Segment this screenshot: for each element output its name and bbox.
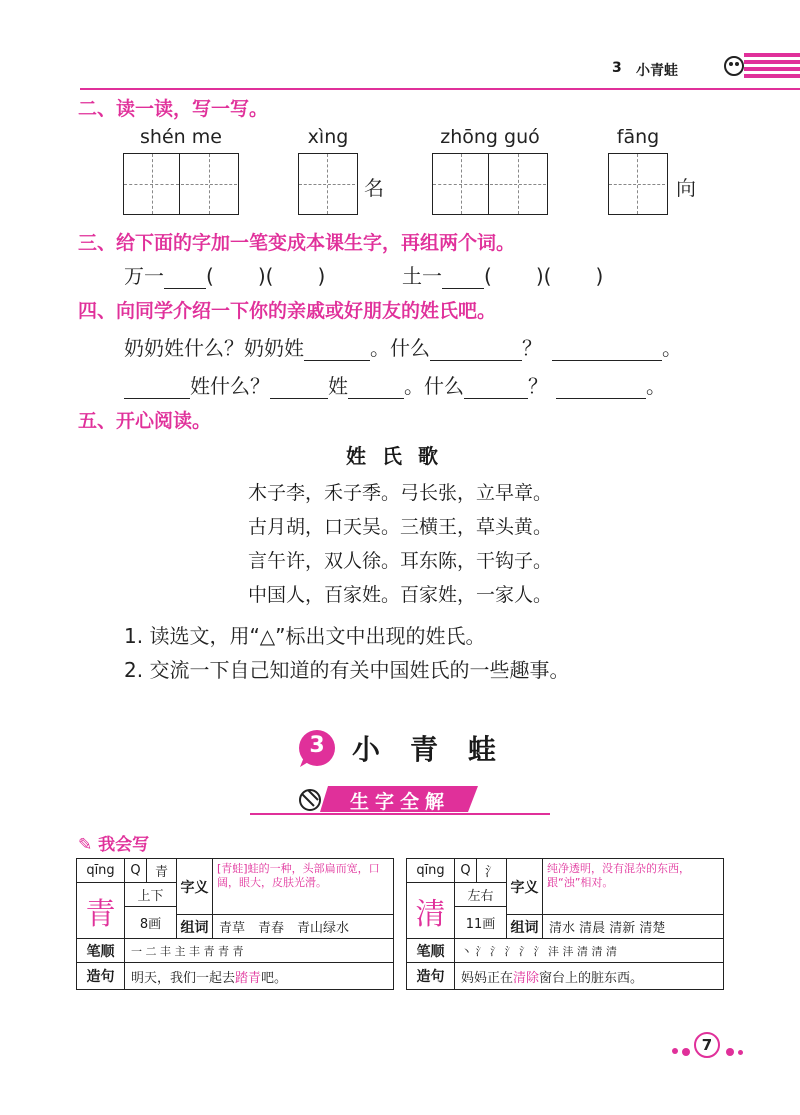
suffix-xiang: 向 <box>676 176 696 200</box>
wohuixie-heading: ✎ 我会写 <box>78 835 150 855</box>
writing-grid-shenme[interactable] <box>123 153 239 215</box>
paren: ( <box>265 264 274 288</box>
card-bishun: 丶 氵 氵 氵 氵 氵 沣 沣 清 清 清 <box>455 939 723 963</box>
card-char: 青 <box>77 883 125 939</box>
poem-line-1: 木子李，禾子季。弓长张，立早章。 <box>247 482 552 504</box>
text: 姓什么？ <box>190 374 270 398</box>
zaoju-text: 窗台上的脏东西。 <box>539 970 644 986</box>
card-zuci-label: 组词 <box>177 915 213 939</box>
section-2-heading: 二、读一读，写一写。 <box>78 98 269 120</box>
writing-grid-fang[interactable] <box>608 153 668 215</box>
banner-text: 生字全解 <box>350 791 451 813</box>
card-radical: 青 <box>147 859 177 883</box>
section-4-line-2 <box>124 370 666 399</box>
item-2-char: 土一 <box>402 264 442 288</box>
card-radical: 氵 <box>477 859 507 883</box>
text: 。什么 <box>404 374 464 398</box>
page-number: 7 <box>694 1032 720 1058</box>
card-ziyi-label: 字义 <box>507 859 543 915</box>
card-ziyi: 纯净透明，没有混杂的东西，跟“浊”相对。 <box>543 859 723 915</box>
zaoju-text: 吧。 <box>261 970 288 986</box>
paren: ) <box>595 264 604 288</box>
card-letter: Q <box>455 859 477 883</box>
lesson-title: 小青蛙 <box>352 733 527 766</box>
card-structure: 上下 <box>125 883 177 907</box>
char-card-qing-1 <box>76 858 394 990</box>
card-zaoju <box>125 963 393 989</box>
card-strokes: 11画 <box>455 907 507 939</box>
section-3-item-2 <box>402 260 603 289</box>
blank[interactable] <box>552 343 662 361</box>
pinyin-fang: fāng <box>616 126 660 148</box>
page-dot <box>726 1048 734 1056</box>
section-4-line-1 <box>124 332 682 361</box>
card-zaoju <box>455 963 723 989</box>
paren: ( <box>206 264 214 288</box>
card-ziyi-label: 字义 <box>177 859 213 915</box>
blank[interactable] <box>304 343 370 361</box>
card-bishun-label: 笔顺 <box>407 939 455 963</box>
card-letter: Q <box>125 859 147 883</box>
blank[interactable] <box>270 381 328 399</box>
wohuixie-label: 我会写 <box>98 835 150 855</box>
page-dot <box>682 1048 690 1056</box>
blank[interactable] <box>464 381 528 399</box>
pinyin-zhongguo: zhōng guó <box>440 126 540 148</box>
text: ？ <box>528 374 548 398</box>
section-3-heading: 三、给下面的字加一笔变成本课生字，再组两个词。 <box>78 232 516 254</box>
section-4-heading: 四、向同学介绍一下你的亲戚或好朋友的姓氏吧。 <box>78 300 497 322</box>
card-strokes: 8画 <box>125 907 177 939</box>
pinyin-xing: xìng <box>307 126 349 148</box>
card-pinyin: qīng <box>407 859 455 883</box>
header-lesson-title: 小青蛙 <box>636 63 678 79</box>
poem-line-2: 古月胡，口天吴。三横王，草头黄。 <box>247 516 552 538</box>
poem-title: 姓氏歌 <box>346 444 454 468</box>
question-2: 2. 交流一下自己知道的有关中国姓氏的一些趣事。 <box>124 658 570 682</box>
card-zaoju-label: 造句 <box>407 963 455 989</box>
card-zuci: 青草 青春 青山绿水 <box>213 915 393 939</box>
card-pinyin: qīng <box>77 859 125 883</box>
card-structure: 左右 <box>455 883 507 907</box>
card-zuci-label: 组词 <box>507 915 543 939</box>
header-rule <box>80 88 800 90</box>
paren: ( <box>543 264 552 288</box>
blank[interactable] <box>556 381 646 399</box>
text: ？ <box>522 336 542 360</box>
card-zaoju-label: 造句 <box>77 963 125 989</box>
lesson-badge-number: 3 <box>309 733 325 758</box>
section-3-item-1 <box>124 260 325 289</box>
paren: ) <box>535 264 544 288</box>
question-1: 1. 读选文，用“△”标出文中出现的姓氏。 <box>124 624 486 648</box>
card-ziyi: [青蛙]蛙的一种，头部扁而宽，口阔，眼大，皮肤光滑。 <box>213 859 393 915</box>
poem-line-4: 中国人，百家姓。百家姓，一家人。 <box>247 584 552 606</box>
text: 姓 <box>328 374 348 398</box>
poem-line-3: 言午许，双人徐。耳东陈，干钩子。 <box>247 550 552 572</box>
zaoju-text: 妈妈正在 <box>461 970 514 986</box>
header-lesson-number: 3 <box>612 60 622 76</box>
paren: ( <box>484 264 492 288</box>
zaoju-text: 明天，我们一起去 <box>131 970 236 986</box>
card-char: 清 <box>407 883 455 939</box>
item-1-char: 万一 <box>124 264 164 288</box>
text: 。 <box>646 374 666 398</box>
text: 奶奶姓什么？奶奶姓 <box>124 336 304 360</box>
page-dot <box>672 1048 678 1054</box>
card-zuci: 清水 清晨 清新 清楚 <box>543 915 723 939</box>
zaoju-highlight: 清除 <box>513 970 540 986</box>
section-5-heading: 五、开心阅读。 <box>78 410 212 432</box>
writing-grid-xing[interactable] <box>298 153 358 215</box>
paren: ) <box>257 264 266 288</box>
card-bishun: 一 二 丰 主 丰 青 青 青 <box>125 939 393 963</box>
char-card-qing-2 <box>406 858 724 990</box>
zaoju-highlight: 踏青 <box>235 970 262 986</box>
blank[interactable] <box>348 381 404 399</box>
blank[interactable] <box>430 343 522 361</box>
item-1-blank[interactable] <box>164 271 206 289</box>
writing-grid-zhongguo[interactable] <box>432 153 548 215</box>
blank[interactable] <box>124 381 190 399</box>
text: 。什么 <box>370 336 430 360</box>
header-decoration <box>724 50 800 82</box>
text: 。 <box>662 336 682 360</box>
suffix-ming: 名 <box>364 176 384 200</box>
page-dot <box>738 1050 743 1055</box>
paren: ) <box>317 264 326 288</box>
card-bishun-label: 笔顺 <box>77 939 125 963</box>
pinyin-shenme: shén me <box>140 126 222 148</box>
item-2-blank[interactable] <box>442 271 484 289</box>
